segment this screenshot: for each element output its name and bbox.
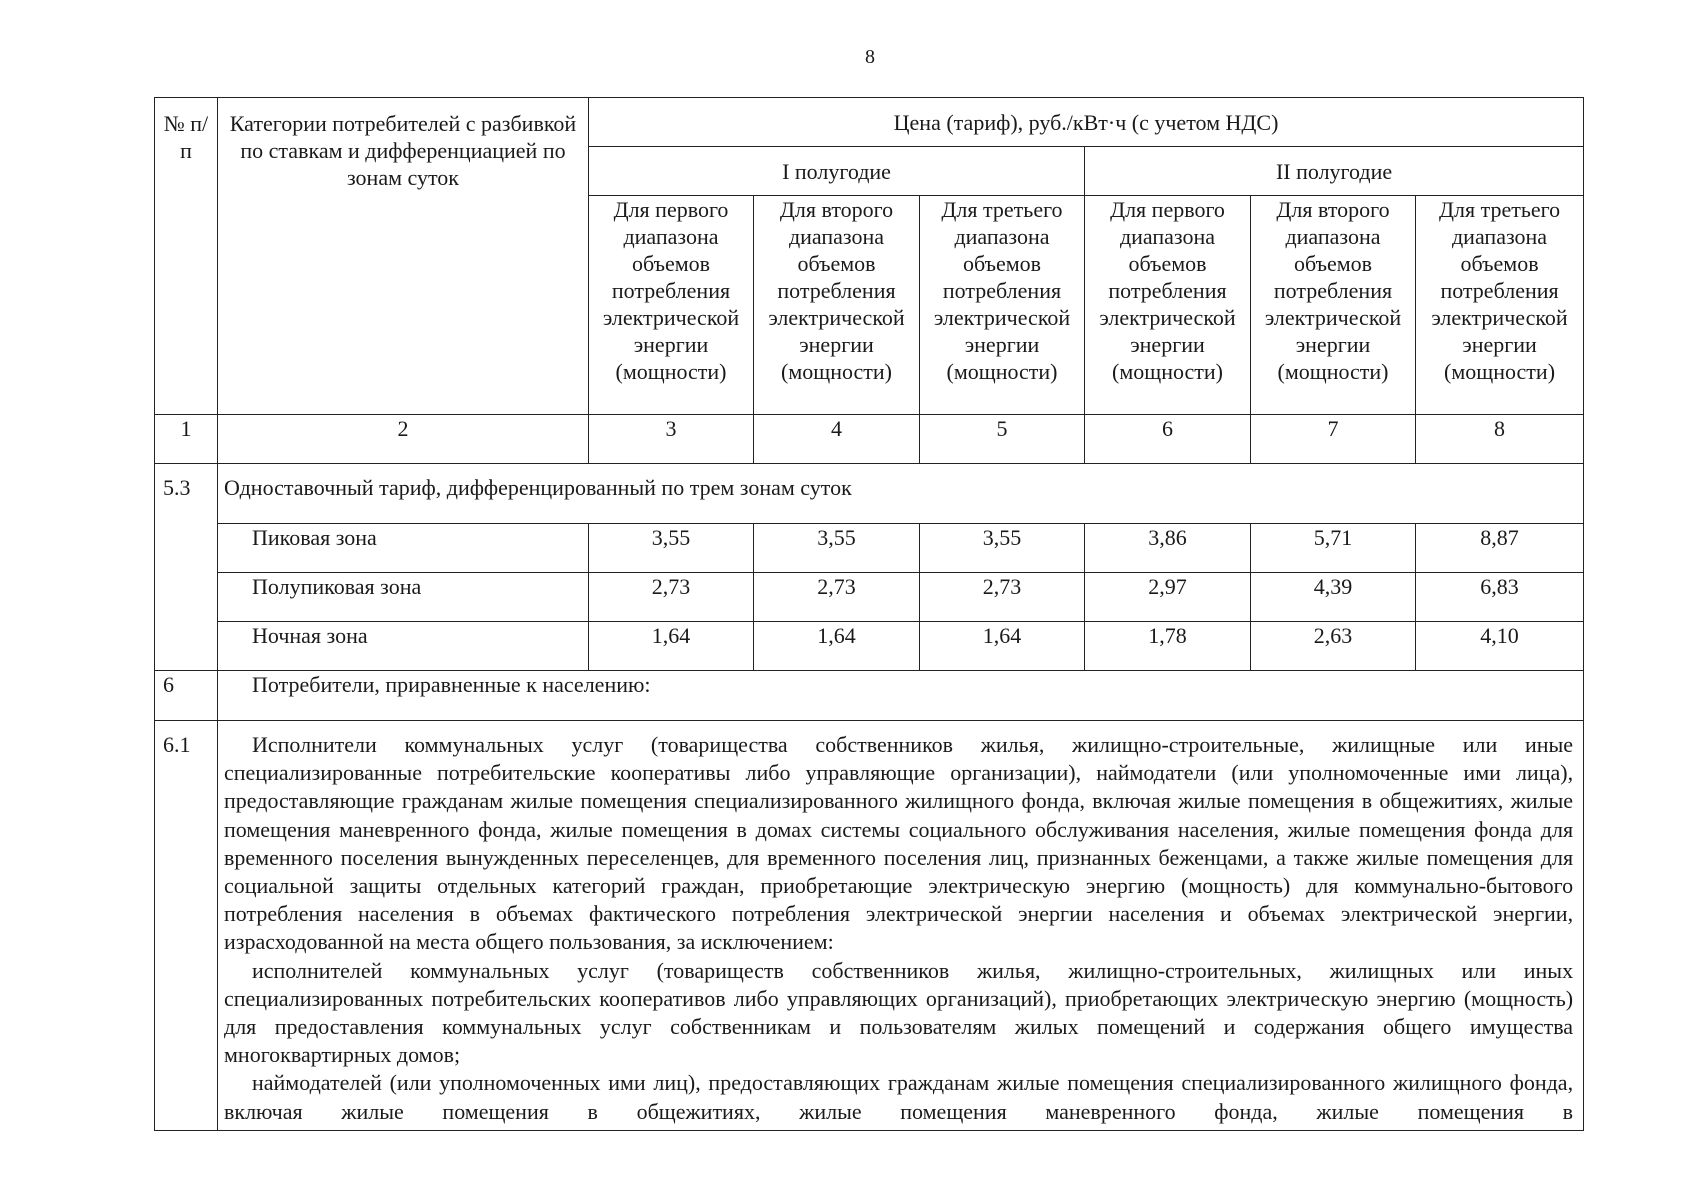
table-row bbox=[155, 622, 1584, 671]
tariff-value: 2,73 bbox=[589, 573, 754, 622]
tariff-table bbox=[154, 97, 1584, 1131]
section-5-3-number: 5.3 bbox=[155, 464, 218, 671]
section-5-3-title: Одноставочный тариф, дифференцированный по трем зонам суток bbox=[218, 464, 1584, 524]
tariff-value: 3,55 bbox=[920, 524, 1085, 573]
tariff-value: 1,64 bbox=[920, 622, 1085, 671]
header-category-cell bbox=[218, 98, 589, 415]
zone-label: Пиковая зона bbox=[218, 524, 589, 573]
tariff-value: 1,64 bbox=[754, 622, 920, 671]
header-h1-range-2: Для второго диапазона объемов потребления электрической энергии (мощности) bbox=[754, 196, 920, 415]
header-h2-range-3: Для третьего диапазона объемов потребления электрической энергии (мощности) bbox=[1416, 196, 1584, 415]
section-6-1-row bbox=[155, 721, 1584, 1131]
section-6-1-paragraph: Исполнители коммунальных услуг (товарищества собственников жилья, жилищно-строительные, жилищные или иные специализированные потребительские кооперативы либо управляющие организации), наймодатели (или уполномоченные ими лица), предоставляющие гражданам жилые помещения специализированного жилищного фонда, включая жилые помещения в общежитиях, жилые помещения маневренного фонда, жилые помещения в домах системы социального обслуживания населения, жилые помещения фонда для временного поселения вынужденных переселенцев, для временного поселения лиц, признанных беженцами, а также жилые помещения для социальной защиты отдельных категорий граждан, приобретающие электрическую энергию (мощность) для коммунально-бытового потребления населения в объемах фактического потребления электрической энергии населения и объемах электрической энергии, израсходованной на места общего пользования, за исключением: bbox=[224, 732, 1574, 955]
section-6-1-paragraph: исполнителей коммунальных услуг (товариществ собственников жилья, жилищно-строительных, жилищных или иных специализированных потребительских кооперативов либо управляющих организаций), приобретающих электрическую энергию (мощность) для предоставления коммунальных услуг собственникам и пользователям жилых помещений и содержания общего имущества многоквартирных домов; bbox=[224, 957, 1574, 1068]
table-row bbox=[155, 524, 1584, 573]
column-number: 7 bbox=[1251, 415, 1416, 464]
tariff-value: 3,55 bbox=[589, 524, 754, 573]
page-number: 8 bbox=[865, 46, 875, 68]
section-6-1-text bbox=[218, 721, 1584, 1131]
header-number-label: № п/п bbox=[163, 111, 209, 163]
column-number: 4 bbox=[754, 415, 920, 464]
section-6-1-paragraph: наймодателей (или уполномоченных ими лиц), предоставляющих гражданам жилые помещения специализированного жилищного фонда, включая жилые помещения в общежитиях, жилые помещения маневренного фонда, жилые помещения в bbox=[224, 1070, 1574, 1124]
column-number: 1 bbox=[155, 415, 218, 464]
column-number: 3 bbox=[589, 415, 754, 464]
tariff-value: 5,71 bbox=[1251, 524, 1416, 573]
header-row-price bbox=[155, 98, 1584, 147]
header-number-cell bbox=[155, 98, 218, 415]
header-category-label: Категории потребителей с разбивкой по ставкам и дифференциацией по зонам суток bbox=[229, 111, 577, 190]
column-number: 2 bbox=[218, 415, 589, 464]
section-6-1-number: 6.1 bbox=[155, 721, 218, 1131]
header-h2-range-2: Для второго диапазона объемов потребления электрической энергии (мощности) bbox=[1251, 196, 1416, 415]
column-number-row bbox=[155, 415, 1584, 464]
tariff-value: 2,73 bbox=[920, 573, 1085, 622]
tariff-value: 2,73 bbox=[754, 573, 920, 622]
zone-label: Ночная зона bbox=[218, 622, 589, 671]
header-h1-range-3: Для третьего диапазона объемов потребления электрической энергии (мощности) bbox=[920, 196, 1085, 415]
section-5-3-row bbox=[155, 464, 1584, 524]
tariff-value: 4,10 bbox=[1416, 622, 1584, 671]
tariff-value: 1,78 bbox=[1085, 622, 1251, 671]
tariff-value: 4,39 bbox=[1251, 573, 1416, 622]
column-number: 8 bbox=[1416, 415, 1584, 464]
section-6-number: 6 bbox=[155, 671, 218, 721]
column-number: 5 bbox=[920, 415, 1085, 464]
header-half-2: II полугодие bbox=[1085, 147, 1584, 196]
tariff-value: 3,55 bbox=[754, 524, 920, 573]
section-6-row bbox=[155, 671, 1584, 721]
tariff-value: 8,87 bbox=[1416, 524, 1584, 573]
header-h1-range-1: Для первого диапазона объемов потребления электрической энергии (мощности) bbox=[589, 196, 754, 415]
header-price: Цена (тариф), руб./кВт·ч (с учетом НДС) bbox=[589, 98, 1584, 147]
header-half-1: I полугодие bbox=[589, 147, 1085, 196]
tariff-value: 3,86 bbox=[1085, 524, 1251, 573]
tariff-value: 6,83 bbox=[1416, 573, 1584, 622]
tariff-value: 2,97 bbox=[1085, 573, 1251, 622]
tariff-value: 1,64 bbox=[589, 622, 754, 671]
tariff-value: 2,63 bbox=[1251, 622, 1416, 671]
section-6-title: Потребители, приравненные к населению: bbox=[218, 671, 1584, 721]
zone-label: Полупиковая зона bbox=[218, 573, 589, 622]
header-h2-range-1: Для первого диапазона объемов потребления электрической энергии (мощности) bbox=[1085, 196, 1251, 415]
column-number: 6 bbox=[1085, 415, 1251, 464]
table-row bbox=[155, 573, 1584, 622]
